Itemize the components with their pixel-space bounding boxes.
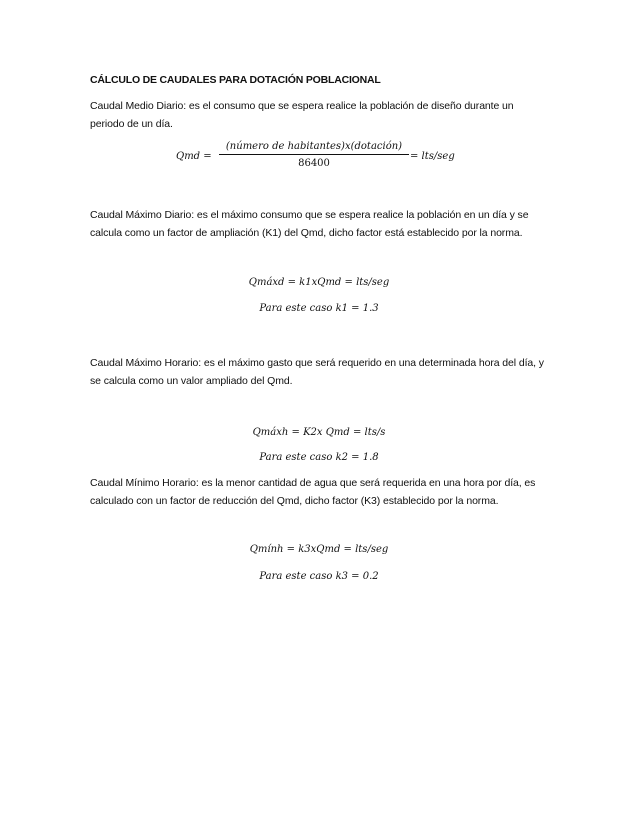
formula-qmd-denominator: 86400 <box>298 158 330 169</box>
formula-qmaxd: Qmáxd = k1xQmd = lts/seg <box>248 277 390 288</box>
formula-qminh: Qmính = k3xQmd = lts/seg <box>249 544 389 555</box>
formula-qmd-lhs: Qmd = <box>176 151 212 162</box>
formula-qmd-rhs: = lts/seg <box>410 151 455 162</box>
note-k3: Para este caso k3 = 0.2 <box>259 571 379 582</box>
note-k2: Para este caso k2 = 1.8 <box>259 452 379 463</box>
paragraph-caudal-maximo-diario: Caudal Máximo Diario: es el máximo consumo que se espera realice la población en un día y se calcula como un factor de ampliación (K1) del Qmd, dicho factor está establecido por la norma. <box>90 209 529 239</box>
formula-qmd-fraction <box>219 141 409 169</box>
formula-qmaxh: Qmáxh = K2x Qmd = lts/s <box>252 427 386 438</box>
formula-qmd-numerator: (número de habitantes)x(dotación) <box>225 141 403 152</box>
note-k1: Para este caso k1 = 1.3 <box>259 303 379 314</box>
paragraph-caudal-maximo-horario: Caudal Máximo Horario: es el máximo gasto que será requerido en una determinada hora del día, y se calcula como un valor ampliado del Qmd. <box>90 357 544 387</box>
paragraph-caudal-medio-diario: Caudal Medio Diario: es el consumo que se espera realice la población de diseño durante un periodo de un día. <box>90 100 514 130</box>
paragraph-caudal-minimo-horario: Caudal Mínimo Horario: es la menor cantidad de agua que será requerida en una hora por día, es calculado con un factor de reducción del Qmd, dicho factor (K3) establecido por la norma. <box>90 477 536 507</box>
document-title: CÁLCULO DE CAUDALES PARA DOTACIÓN POBLACIONAL <box>90 74 381 86</box>
